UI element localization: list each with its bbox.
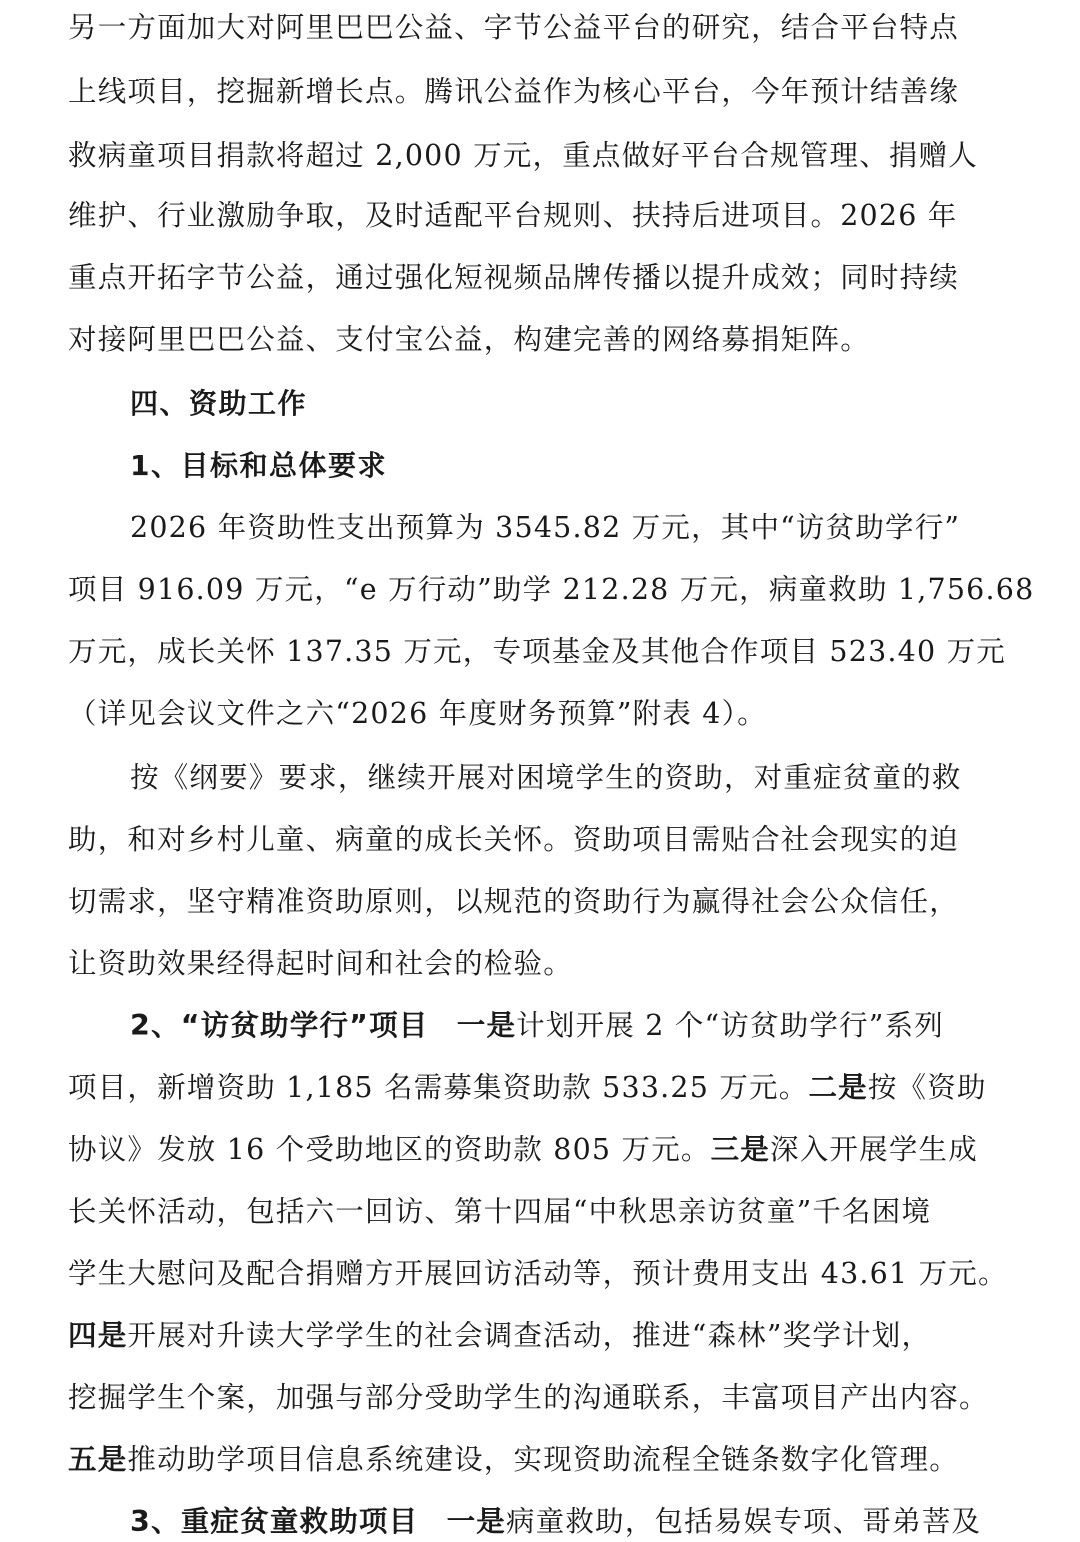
paragraph-line: 长关怀活动，包括六一回访、第十四届“中秋思亲访贫童”千名困境 (68, 1195, 932, 1228)
item-marker: 五是 (68, 1443, 128, 1476)
paragraph-line: 上线项目，挖掘新增长点。腾讯公益作为核心平台，今年预计结善缘 (68, 75, 960, 108)
paragraph-text: 计划开展 2 个“访贫助学行”系列 (516, 1009, 944, 1042)
paragraph-line: 对接阿里巴巴公益、支付宝公益，构建完善的网络募捐矩阵。 (68, 323, 870, 356)
paragraph-text: 推动助学项目信息系统建设，实现资助流程全链条数字化管理。 (127, 1443, 960, 1476)
paragraph-line: 让资助效果经得起时间和社会的检验。 (68, 947, 573, 980)
paragraph-line (130, 1006, 1018, 1046)
paragraph-line: 学生大慰问及配合捐赠方开展回访活动等，预计费用支出 43.61 万元。 (68, 1257, 1008, 1290)
paragraph-text: 项目，新增资助 1,185 名需募集资助款 533.25 万元。 (68, 1071, 809, 1104)
paragraph-line: 挖掘学生个案，加强与部分受助学生的沟通联系，丰富项目产出内容。 (68, 1381, 989, 1414)
paragraph-text: 开展对升读大学学生的社会调查活动，推进“森林”奖学计划， (127, 1319, 932, 1352)
item-marker: 一是 (446, 1505, 507, 1538)
section-heading: 四、资助工作 (130, 387, 308, 420)
paragraph-text: 按《资助 (867, 1071, 987, 1104)
paragraph-line: 万元，成长关怀 137.35 万元，专项基金及其他合作项目 523.40 万元 (68, 635, 1006, 668)
paragraph-line: 助，和对乡村儿童、病童的成长关怀。资助项目需贴合社会现实的迫 (68, 823, 960, 856)
subsection-heading-inline: 2、“访贫助学行”项目 (130, 1009, 429, 1042)
paragraph-line: 项目 916.09 万元，“e 万行动”助学 212.28 万元，病童救助 1,756.68 (68, 573, 1035, 606)
paragraph-line: 救病童项目捐款将超过 2,000 万元，重点做好平台合规管理、捐赠人 (68, 139, 979, 172)
paragraph-line (130, 1502, 1018, 1542)
paragraph-line: 切需求，坚守精准资助原则，以规范的资助行为赢得社会公众信任， (68, 885, 960, 918)
subsection-heading-inline: 3、重症贫童救助项目 (130, 1505, 419, 1538)
subsection-heading: 1、目标和总体要求 (130, 449, 387, 482)
item-marker: 四是 (68, 1319, 128, 1352)
paragraph-line: 维护、行业激励争取，及时适配平台规则、扶持后进项目。2026 年 (68, 199, 958, 232)
paragraph-line: 重点开拓字节公益，通过强化短视频品牌传播以提升成效；同时持续 (68, 261, 960, 294)
paragraph-line (68, 1440, 1018, 1480)
paragraph-line (68, 1316, 1018, 1356)
item-marker: 二是 (808, 1071, 868, 1104)
paragraph-text: 病童救助，包括易娱专项、哥弟菩及 (506, 1505, 982, 1538)
paragraph-line: 另一方面加大对阿里巴巴公益、字节公益平台的研究，结合平台特点 (68, 11, 960, 44)
item-marker: 一是 (456, 1009, 517, 1042)
paragraph-line: 2026 年资助性支出预算为 3545.82 万元，其中“访贫助学行” (130, 511, 961, 544)
paragraph-line: 按《纲要》要求，继续开展对困境学生的资助，对重症贫童的救 (130, 761, 962, 794)
paragraph-text: 协议》发放 16 个受助地区的资助款 805 万元。 (68, 1133, 711, 1166)
paragraph-line (68, 1130, 1018, 1170)
paragraph-line (68, 1068, 1018, 1108)
paragraph-line: （详见会议文件之六“2026 年度财务预算”附表 4）。 (68, 697, 767, 730)
paragraph-text: 深入开展学生成 (770, 1133, 978, 1166)
item-marker: 三是 (710, 1133, 771, 1166)
